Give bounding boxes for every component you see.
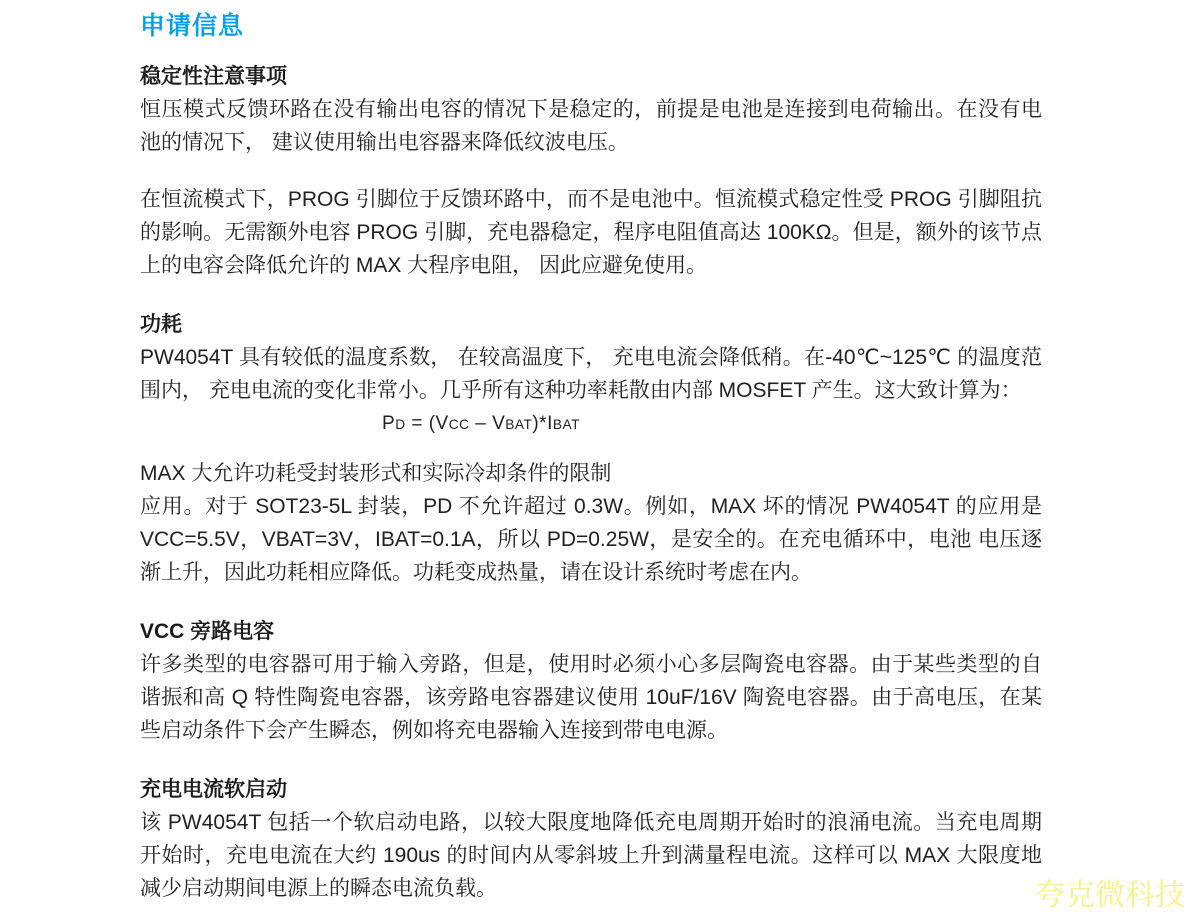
brand-watermark: 夸克微科技	[1035, 879, 1185, 912]
section-charge-current-soft-start	[140, 773, 1042, 905]
section-stability-notes	[140, 60, 1042, 282]
soft-start-heading: 充电电流软启动	[140, 778, 287, 801]
soft-start-paragraph: 该 PW4054T 包括一个软启动电路，以较大限度地降低充电周期开始时的浪涌电流。当充电周期开始时，充电电流在大约 190us 的时间内从零斜坡上升到满量程电流。这样可以 MAX 大限度地减少启动期间电源上的瞬态电流负载。	[140, 811, 1042, 900]
max-power-limit-line: MAX 大允许功耗受封装形式和实际冷却条件的限制	[140, 462, 612, 485]
page-title: 申请信息	[140, 12, 245, 40]
power-dissipation-paragraph-2: 应用。对于 SOT23-5L 封装，PD 不允许超过 0.3W。例如，MAX 坏的情况 PW4054T 的应用是 VCC=5.5V，VBAT=3V，IBAT=0.1A，所以 PD=0.25W，是安全的。在充电循环中，电池 电压逐渐上升，因此功耗相应降低。功耗变成热量，请在设计系统时考虑在内。	[140, 495, 1042, 584]
vcc-bypass-heading: VCC 旁路电容	[140, 620, 275, 643]
stability-paragraph-2: 在恒流模式下，PROG 引脚位于反馈环路中，而不是电池中。恒流模式稳定性受 PROG 引脚阻抗的影响。无需额外电容 PROG 引脚，充电器稳定，程序电阻值高达 100KΩ。但是，额外的该节点上的电容会降低允许的 MAX 大程序电阻， 因此应避免使用。	[140, 188, 1042, 277]
vcc-bypass-paragraph: 许多类型的电容器可用于输入旁路，但是，使用时必须小心多层陶瓷电容器。由于某些类型的自谐振和高 Q 特性陶瓷电容器，该旁路电容器建议使用 10uF/16V 陶瓷电容器。由于高电压，在某些启动条件下会产生瞬态，例如将充电器输入连接到带电电源。	[140, 653, 1042, 742]
section-power-dissipation	[140, 308, 1042, 589]
power-dissipation-heading: 功耗	[140, 313, 182, 336]
power-dissipation-formula: PD = (VCC – VBAT)*IBAT	[382, 413, 580, 434]
document-content	[140, 12, 1042, 905]
stability-paragraph-1: 恒压模式反馈环路在没有输出电容的情况下是稳定的，前提是电池是连接到电荷输出。在没有电池的情况下， 建议使用输出电容器来降低纹波电压。	[140, 98, 1042, 154]
stability-notes-heading: 稳定性注意事项	[140, 65, 287, 88]
section-vcc-bypass-capacitor	[140, 615, 1042, 747]
power-dissipation-paragraph-1: PW4054T 具有较低的温度系数， 在较高温度下， 充电电流会降低稍。在-40℃~125℃ 的温度范围内， 充电电流的变化非常小。几乎所有这种功率耗散由内部 MOSFET 产生。这大致计算为：	[140, 346, 1042, 402]
